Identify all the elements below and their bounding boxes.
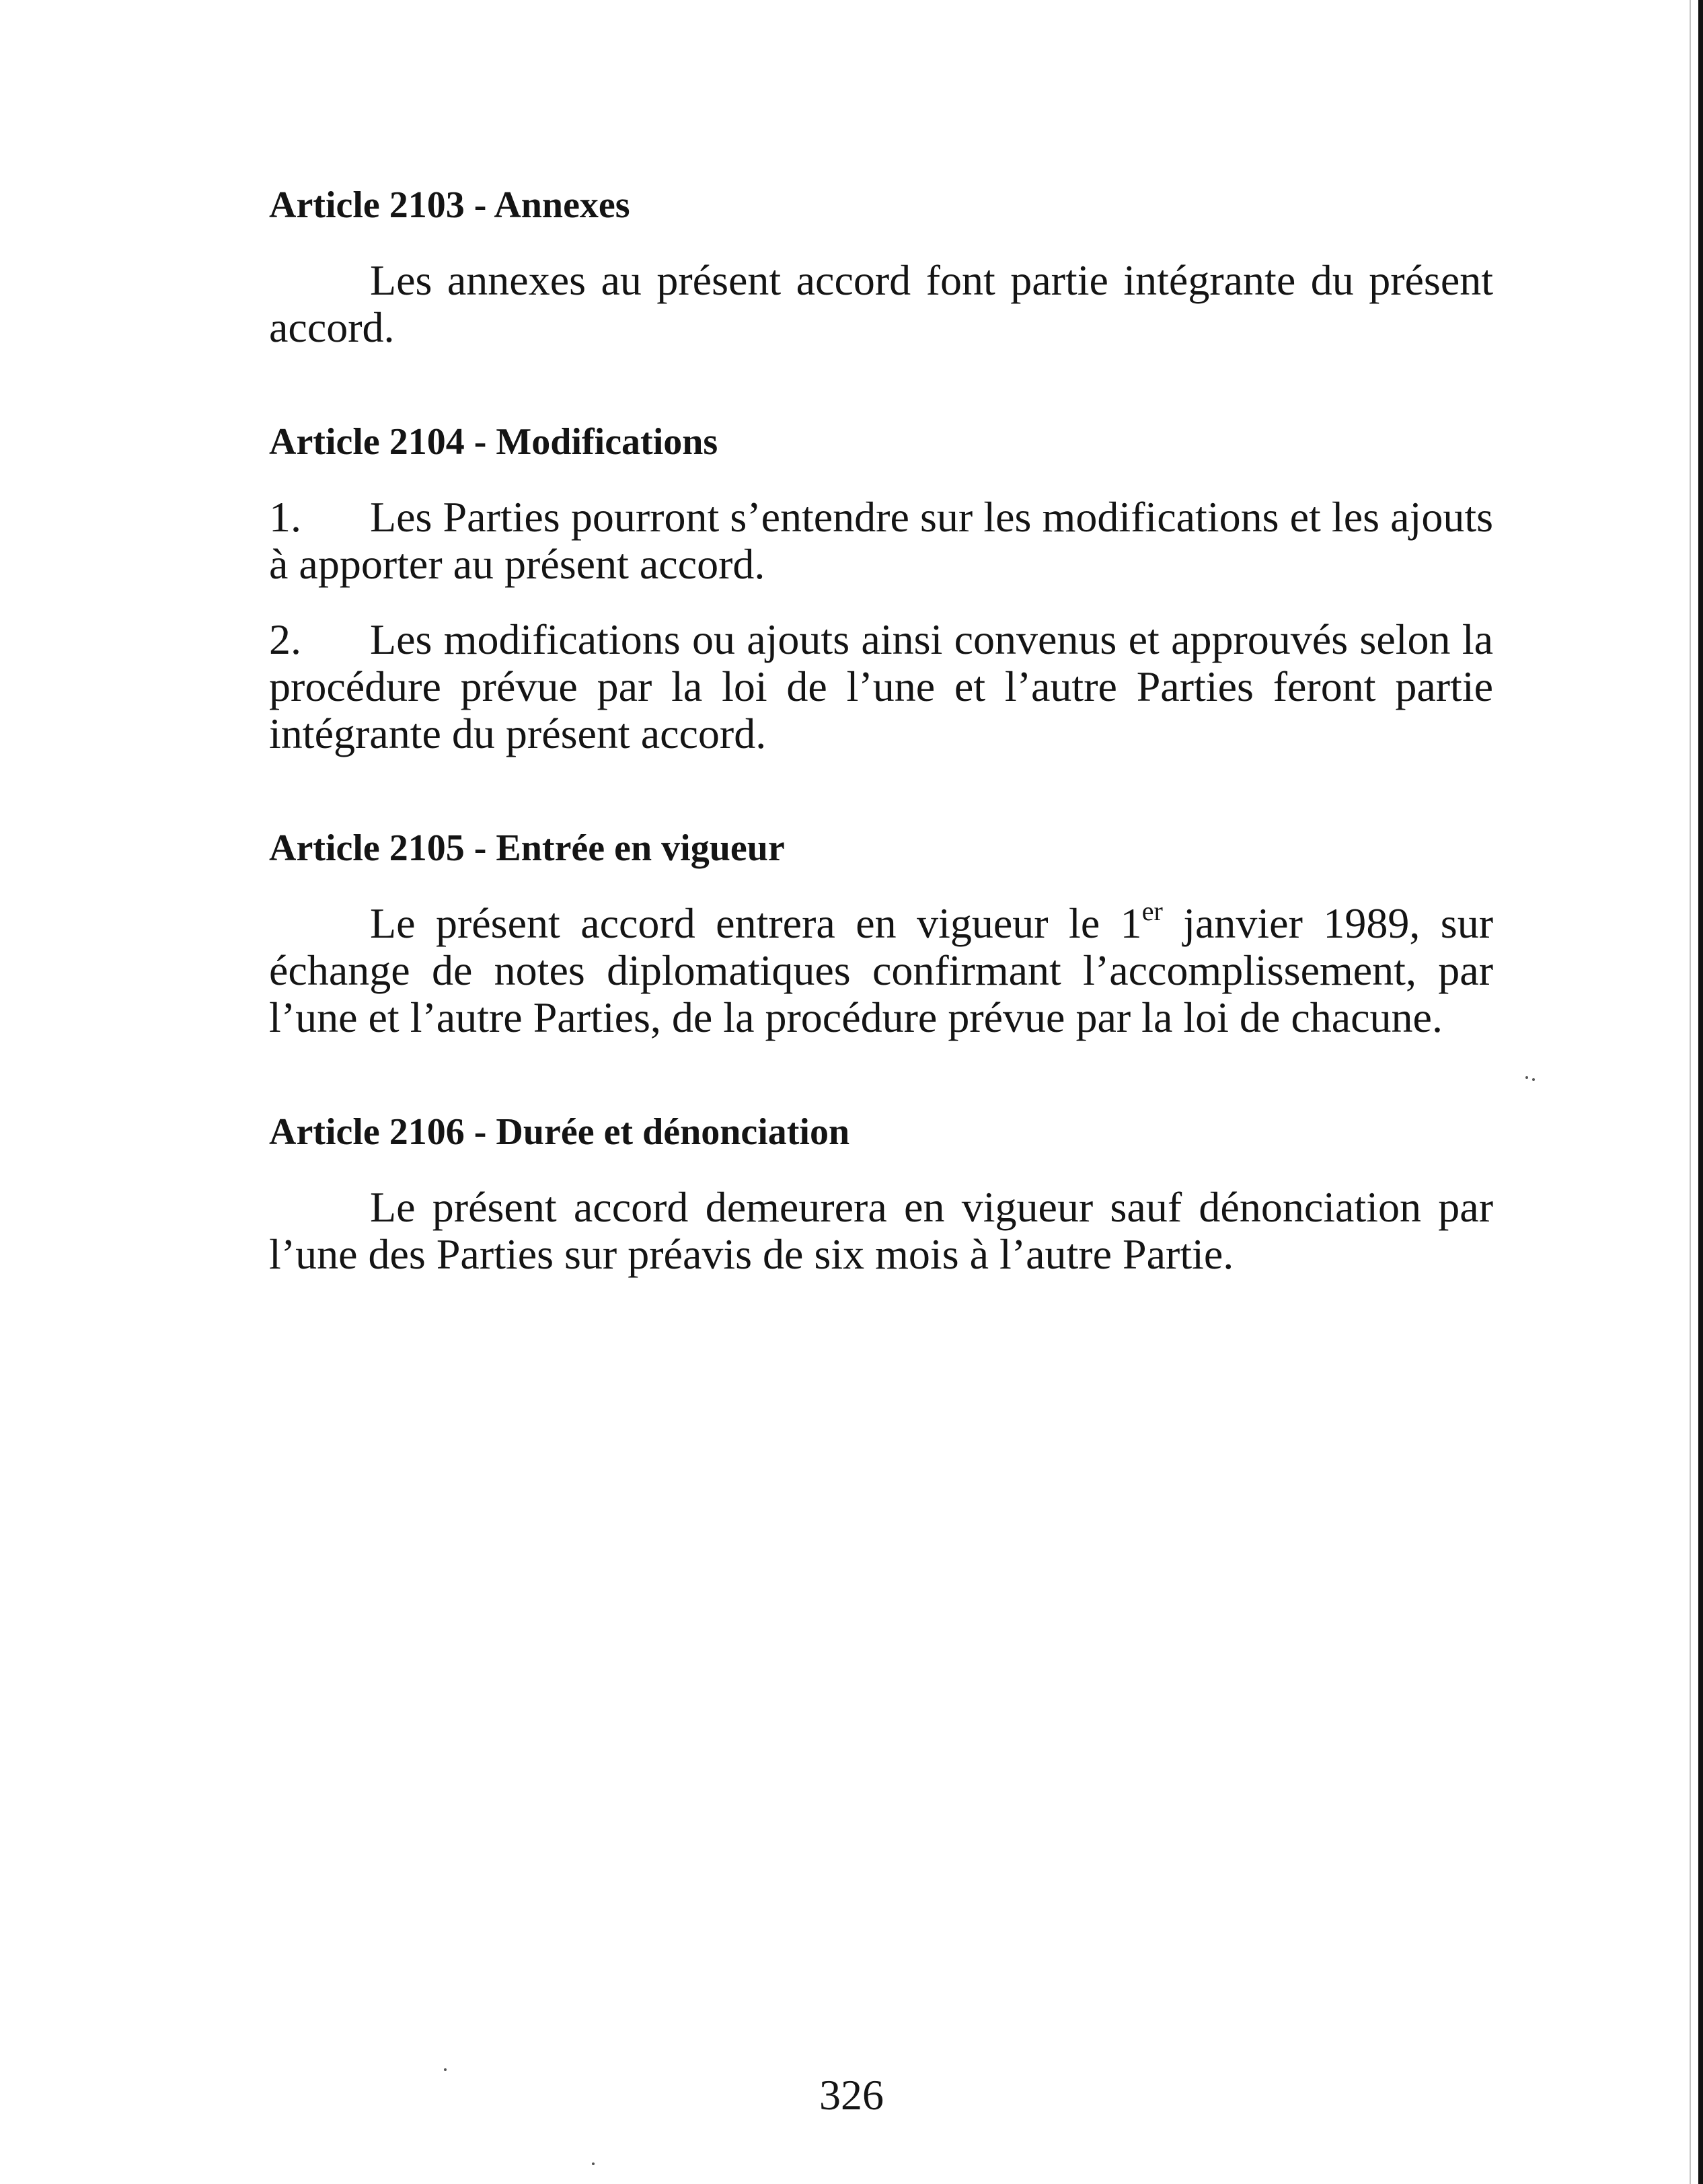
article-paragraph: Le présent accord demeurera en vigueur sauf dénonciation par l’une des Parties sur préavis de six mois à l’autre Partie.: [269, 1183, 1493, 1278]
paragraph-text: Les modifications ou ajouts ainsi convenus et approuvés selon la procédure prévue par la loi de l’une et l’autre Parties feront partie intégrante du présent accord.: [269, 615, 1493, 757]
paragraph-text-start: Le présent accord entrera en vigueur le 1: [370, 899, 1142, 947]
document-body: [269, 182, 1493, 1345]
scan-edge-shadow: [1690, 0, 1691, 2184]
article-heading: Article 2104 - Modifications: [269, 421, 718, 463]
paragraph-text-end: janvier 1989, sur échange de notes diplomatiques confirmant l’accomplissement, par l’une et l’autre Parties, de la procédure prévue par la loi de chacune.: [269, 899, 1494, 1041]
scan-speck: [592, 2162, 595, 2165]
scan-speck: [1532, 1078, 1535, 1081]
scan-speck: [1525, 1076, 1528, 1079]
scan-edge-border: [1698, 0, 1703, 2184]
scan-speck: [444, 2068, 447, 2071]
article-heading: Article 2103 - Annexes: [269, 184, 630, 226]
article-paragraph: [269, 895, 1494, 1041]
paragraph-number: 2.: [269, 615, 301, 663]
article-2104: [269, 418, 1493, 757]
article-paragraph: [269, 616, 1493, 757]
page-number: 326: [819, 2071, 884, 2119]
article-paragraph: Les annexes au présent accord font partie intégrante du présent accord.: [269, 256, 1493, 351]
article-paragraph: [269, 494, 1493, 588]
article-heading: Article 2106 - Durée et dénonciation: [269, 1111, 850, 1153]
article-2105: [269, 825, 1493, 1041]
article-2106: [269, 1108, 1493, 1278]
paragraph-number: 1.: [269, 493, 301, 541]
article-heading: Article 2105 - Entrée en vigueur: [269, 827, 785, 869]
ordinal-superscript: er: [1141, 895, 1163, 926]
article-2103: [269, 182, 1493, 351]
paragraph-text: Les Parties pourront s’entendre sur les modifications et les ajouts à apporter au présent accord.: [269, 493, 1493, 588]
